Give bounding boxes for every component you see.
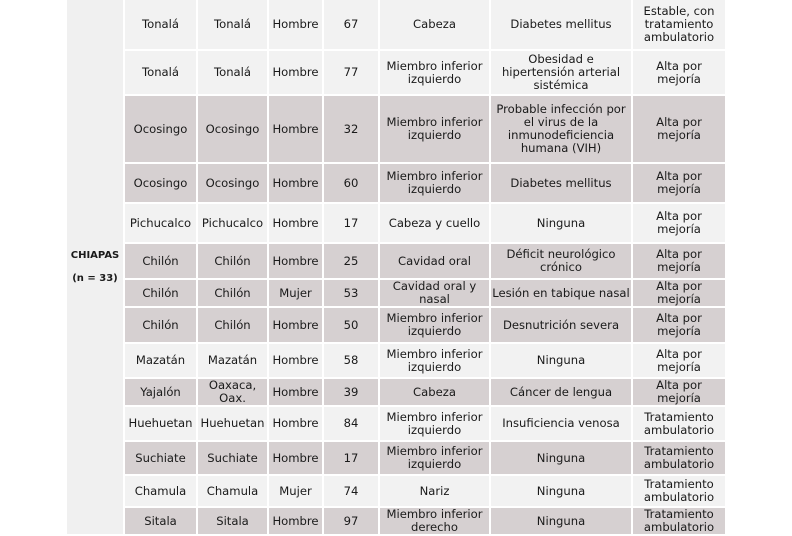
site-cell: Miembro inferior izquierdo — [379, 406, 490, 441]
origin-cell: Chilón — [197, 279, 268, 307]
site-cell: Cabeza — [379, 378, 490, 406]
outcome-cell: Alta por mejoría — [632, 95, 726, 163]
table-row — [67, 378, 726, 406]
origin-cell: Pichucalco — [197, 203, 268, 243]
comorbidity-cell: Insuficiencia venosa — [490, 406, 632, 441]
comorbidity-cell: Déficit neurológico crónico — [490, 243, 632, 279]
municipality-cell: Chamula — [124, 475, 197, 507]
comorbidity-cell: Ninguna — [490, 441, 632, 475]
origin-cell: Chamula — [197, 475, 268, 507]
origin-cell: Mazatán — [197, 343, 268, 378]
age-cell: 58 — [323, 343, 379, 378]
sex-cell: Hombre — [268, 406, 323, 441]
site-cell: Miembro inferior izquierdo — [379, 95, 490, 163]
age-cell: 50 — [323, 307, 379, 343]
sex-cell: Hombre — [268, 203, 323, 243]
state-count: (n = 33) — [72, 272, 118, 284]
cases-table — [67, 0, 727, 536]
sex-cell: Hombre — [268, 343, 323, 378]
table-row — [67, 343, 726, 378]
outcome-cell: Tratamiento ambulatorio — [632, 406, 726, 441]
age-cell: 77 — [323, 50, 379, 95]
age-cell: 84 — [323, 406, 379, 441]
table-row — [67, 507, 726, 535]
outcome-cell: Alta por mejoría — [632, 203, 726, 243]
table-row — [67, 441, 726, 475]
origin-cell: Suchiate — [197, 441, 268, 475]
outcome-cell: Alta por mejoría — [632, 307, 726, 343]
municipality-cell: Ocosingo — [124, 95, 197, 163]
sex-cell: Hombre — [268, 243, 323, 279]
sex-cell: Hombre — [268, 507, 323, 535]
table-row — [67, 243, 726, 279]
site-cell: Miembro inferior izquierdo — [379, 343, 490, 378]
outcome-cell: Alta por mejoría — [632, 163, 726, 203]
comorbidity-cell: Diabetes mellitus — [490, 0, 632, 50]
age-cell: 60 — [323, 163, 379, 203]
municipality-cell: Pichucalco — [124, 203, 197, 243]
age-cell: 25 — [323, 243, 379, 279]
comorbidity-cell: Desnutrición severa — [490, 307, 632, 343]
site-cell: Nariz — [379, 475, 490, 507]
municipality-cell: Ocosingo — [124, 163, 197, 203]
comorbidity-cell: Ninguna — [490, 343, 632, 378]
age-cell: 74 — [323, 475, 379, 507]
site-cell: Miembro inferior izquierdo — [379, 50, 490, 95]
sex-cell: Mujer — [268, 279, 323, 307]
municipality-cell: Chilón — [124, 243, 197, 279]
sex-cell: Hombre — [268, 0, 323, 50]
outcome-cell: Alta por mejoría — [632, 279, 726, 307]
municipality-cell: Tonalá — [124, 0, 197, 50]
state-group-cell — [67, 0, 124, 535]
outcome-cell: Tratamiento ambulatorio — [632, 441, 726, 475]
origin-cell: Ocosingo — [197, 95, 268, 163]
site-cell: Miembro inferior derecho — [379, 507, 490, 535]
municipality-cell: Mazatán — [124, 343, 197, 378]
table-row — [67, 307, 726, 343]
cases-table-body — [67, 0, 726, 535]
site-cell: Miembro inferior izquierdo — [379, 307, 490, 343]
outcome-cell: Alta por mejoría — [632, 343, 726, 378]
outcome-cell: Tratamiento ambulatorio — [632, 475, 726, 507]
outcome-cell: Tratamiento ambulatorio — [632, 507, 726, 535]
sex-cell: Hombre — [268, 50, 323, 95]
state-name: CHIAPAS — [70, 249, 120, 261]
sex-cell: Hombre — [268, 163, 323, 203]
origin-cell: Huehuetan — [197, 406, 268, 441]
comorbidity-cell: Probable infección por el virus de la inmunodeficiencia humana (VIH) — [490, 95, 632, 163]
age-cell: 17 — [323, 441, 379, 475]
sex-cell: Hombre — [268, 441, 323, 475]
comorbidity-cell: Ninguna — [490, 475, 632, 507]
outcome-cell: Alta por mejoría — [632, 243, 726, 279]
sex-cell: Hombre — [268, 378, 323, 406]
origin-cell: Ocosingo — [197, 163, 268, 203]
municipality-cell: Huehuetan — [124, 406, 197, 441]
sex-cell: Hombre — [268, 95, 323, 163]
municipality-cell: Suchiate — [124, 441, 197, 475]
comorbidity-cell: Diabetes mellitus — [490, 163, 632, 203]
site-cell: Cavidad oral y nasal — [379, 279, 490, 307]
table-row — [67, 50, 726, 95]
table-row — [67, 163, 726, 203]
table-row — [67, 0, 726, 50]
comorbidity-cell: Ninguna — [490, 507, 632, 535]
site-cell: Cabeza — [379, 0, 490, 50]
comorbidity-cell: Ninguna — [490, 203, 632, 243]
origin-cell: Tonalá — [197, 50, 268, 95]
comorbidity-cell: Cáncer de lengua — [490, 378, 632, 406]
table-row — [67, 203, 726, 243]
site-cell: Miembro inferior izquierdo — [379, 441, 490, 475]
origin-cell: Sitala — [197, 507, 268, 535]
origin-cell: Tonalá — [197, 0, 268, 50]
comorbidity-cell: Lesión en tabique nasal — [490, 279, 632, 307]
site-cell: Miembro inferior izquierdo — [379, 163, 490, 203]
site-cell: Cavidad oral — [379, 243, 490, 279]
outcome-cell: Alta por mejoría — [632, 378, 726, 406]
origin-cell: Chilón — [197, 307, 268, 343]
table-row — [67, 475, 726, 507]
municipality-cell: Chilón — [124, 307, 197, 343]
origin-cell: Chilón — [197, 243, 268, 279]
municipality-cell: Yajalón — [124, 378, 197, 406]
age-cell: 32 — [323, 95, 379, 163]
age-cell: 17 — [323, 203, 379, 243]
municipality-cell: Chilón — [124, 279, 197, 307]
origin-cell: Oaxaca, Oax. — [197, 378, 268, 406]
table-row — [67, 95, 726, 163]
table-row — [67, 406, 726, 441]
municipality-cell: Tonalá — [124, 50, 197, 95]
site-cell: Cabeza y cuello — [379, 203, 490, 243]
municipality-cell: Sitala — [124, 507, 197, 535]
table-row — [67, 279, 726, 307]
sex-cell: Hombre — [268, 307, 323, 343]
sex-cell: Mujer — [268, 475, 323, 507]
age-cell: 53 — [323, 279, 379, 307]
age-cell: 97 — [323, 507, 379, 535]
outcome-cell: Alta por mejoría — [632, 50, 726, 95]
age-cell: 39 — [323, 378, 379, 406]
comorbidity-cell: Obesidad e hipertensión arterial sistémica — [490, 50, 632, 95]
age-cell: 67 — [323, 0, 379, 50]
outcome-cell: Estable, con tratamiento ambulatorio — [632, 0, 726, 50]
